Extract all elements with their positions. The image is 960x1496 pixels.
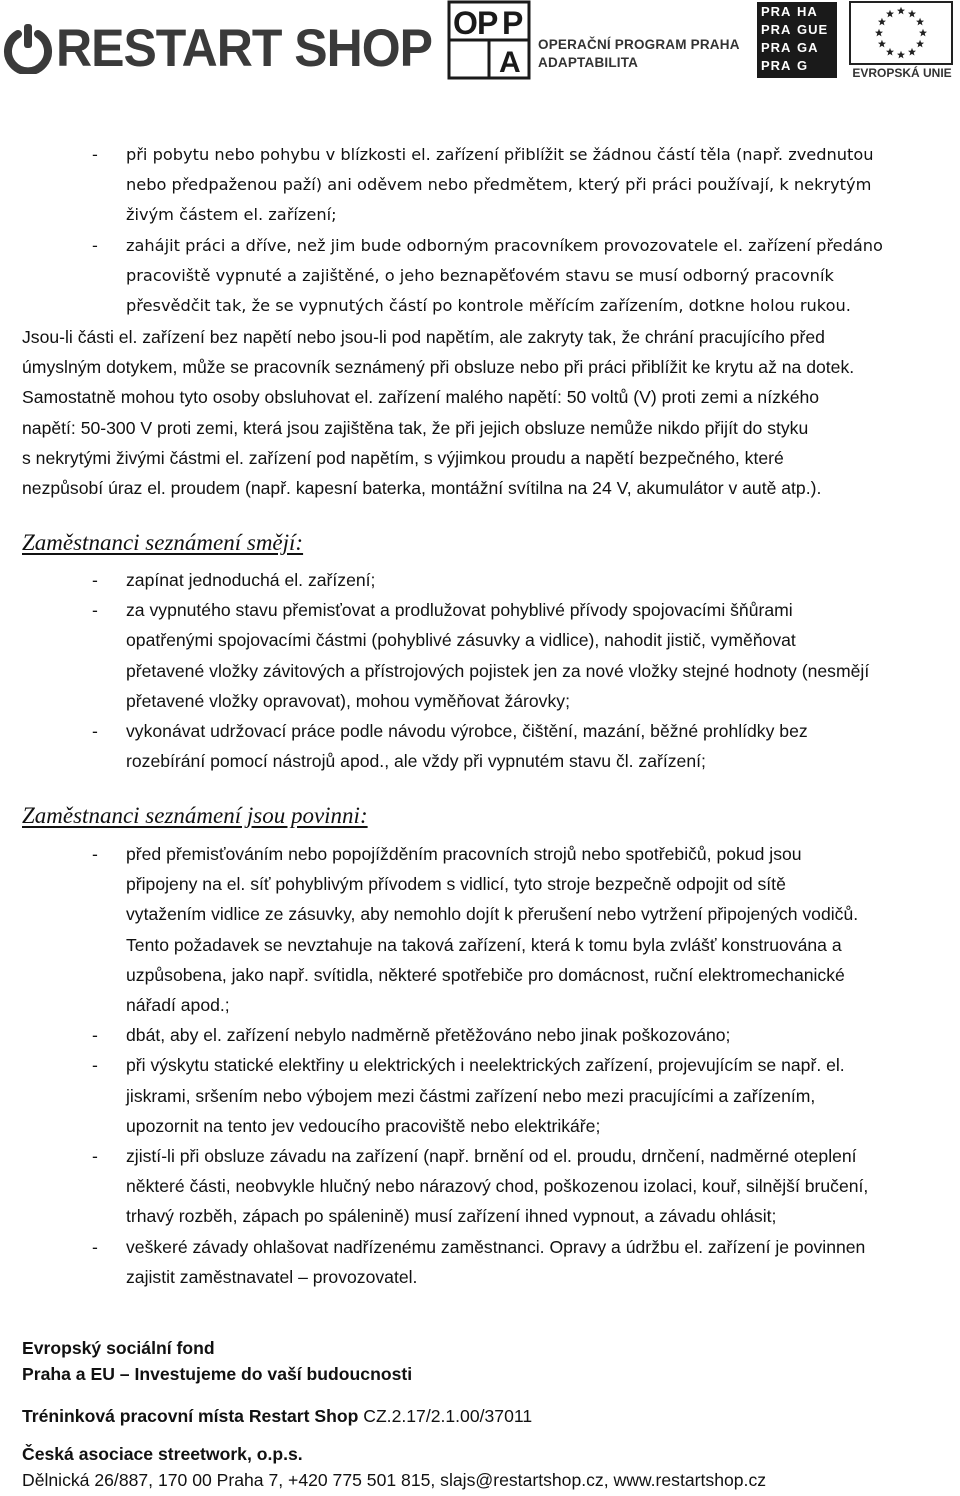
eu-star-icon <box>908 48 916 56</box>
intro-bullet-line: zahájit práci a dříve, než jim bude odborným pracovníkem provozovatele el. zařízení předáno <box>126 235 883 255</box>
intro-bullet-line: při pobytu nebo pohybu v blízkosti el. zařízení přiblížit se žádnou částí těla (např. zvednutou <box>126 145 874 164</box>
permitted-bullet-dash: - <box>92 721 98 741</box>
eu-caption: EVROPSKÁ UNIE <box>852 66 952 80</box>
opp-caption <box>538 36 740 72</box>
intro-bullet-dash: - <box>92 235 98 255</box>
praha-logo-cell: PRA <box>761 40 792 55</box>
section-heading-permitted: Zaměstnanci seznámení smějí: <box>22 530 304 555</box>
eu-star-icon <box>916 40 924 48</box>
eu-star-icon <box>875 29 883 37</box>
eu-star-icon <box>908 10 916 18</box>
paragraph-line: úmyslným dotykem, může se pracovník seznámený při obsluze nebo při práci přiblížit ke krytu až na dotek. <box>22 357 855 378</box>
intro-bullet-dash: - <box>92 145 98 164</box>
eu-star-icon <box>919 29 927 37</box>
power-icon <box>2 22 54 74</box>
praha-logo-cell: GUE <box>797 22 829 37</box>
paragraph-line: s nekrytými živými částmi el. zařízení pod napětím, s výjimkou proudu a napětí bezpečného, které <box>22 447 784 468</box>
permitted-bullet-line: vykonávat udržovací práce podle návodu výrobce, čištění, mazání, běžné prohlídky bez <box>126 721 808 741</box>
praha-logo-cell: GA <box>797 40 819 55</box>
footer-project <box>22 1406 532 1427</box>
eu-star-icon <box>916 18 924 26</box>
restart-shop-logo-text: RESTART SHOP <box>56 18 432 78</box>
page-header <box>0 0 960 86</box>
obliged-bullet-line: jiskrami, sršením nebo výbojem mezi částmi zařízení nebo mezi pracujícími a zařízením, <box>126 1085 816 1106</box>
footer-organization: Česká asociace streetwork, o.p.s. <box>22 1444 303 1464</box>
eu-star-icon <box>886 10 894 18</box>
praha-logo-cell: PRA <box>761 22 792 37</box>
praha-logo-cell: PRA <box>761 4 792 19</box>
obliged-bullet-line: při výskytu statické elektřiny u elektrických i neelektrických zařízení, projevujícím se např. el. <box>126 1055 845 1076</box>
obliged-bullet-line: některé části, neobvykle hlučný nebo nárazový chod, poškozenou izolaci, kouř, silnější bručení, <box>126 1176 869 1197</box>
praha-logo-cell: PRA <box>761 58 792 73</box>
intro-bullet-line: nebo předpaženou paží) ani oděvem nebo předmětem, který při práci používají, k nekrytým <box>126 175 872 195</box>
intro-bullet-line: přesvědčit tak, že se vypnutých částí po kontrole měřícím zařízením, dotkne holou rukou. <box>126 296 851 315</box>
restart-shop-logo <box>2 18 432 78</box>
paragraph-line: napětí: 50-300 V proti zemi, která jsou zajištěna tak, že při jejich obsluze nemůže nikdo přijít do styku <box>22 417 809 438</box>
obliged-bullet-line: nářadí apod.; <box>126 995 230 1015</box>
obliged-bullet-line: dbát, aby el. zařízení nebylo nadměrně přetěžováno nebo jinak poškozováno; <box>126 1025 731 1046</box>
permitted-bullet-line: za vypnutého stavu přemisťovat a prodlužovat pohyblivé přívody spojovacími šňůrami <box>126 600 793 621</box>
paragraph-line: nezpůsobí úraz el. proudem (např. kapesní baterka, montážní svítilna na 24 V, akumulátor v autě atp.). <box>22 478 822 498</box>
obliged-bullet-line: vytažením vidlice ze zásuvky, aby nemohlo dojít k přerušení nebo vytržení připojených vodičů. <box>126 904 859 925</box>
obliged-bullet-line: uzpůsobena, jako např. svítidla, některé spotřebiče pro domácnost, ruční elektromechanické <box>126 964 845 985</box>
opp-letter: P <box>502 5 524 41</box>
opp-letter: A <box>499 46 521 79</box>
footer-project-code: CZ.2.17/2.1.00/37011 <box>358 1406 533 1426</box>
obliged-bullet-line: zjistí-li při obsluze závadu na zařízení (např. brnění od el. proudu, drnčení, nadměrné oteplení <box>126 1146 857 1166</box>
section-heading-obliged: Zaměstnanci seznámení jsou povinni: <box>22 803 368 828</box>
obliged-bullet-dash: - <box>92 1025 98 1046</box>
footer-contact: Dělnická 26/887, 170 00 Praha 7, +420 775 501 815, slajs@restartshop.cz, www.restartshop.cz <box>22 1470 767 1490</box>
eu-star-icon <box>897 7 905 15</box>
permitted-bullet-line: přetavené vložky závitových a přístrojových pojistek jen za nové vložky stejné hodnoty (nesmějí <box>126 660 870 681</box>
permitted-bullet-dash: - <box>92 600 98 621</box>
obliged-bullet-line: trhavý rozběh, zápach po spálenině) musí zařízení ihned vypnout, a závadu ohlásit; <box>126 1206 777 1227</box>
footer-slogan: Praha a EU – Investujeme do vaší budoucnosti <box>22 1364 413 1384</box>
footer-fund: Evropský sociální fond <box>22 1338 215 1358</box>
opp-letter: P <box>477 5 499 41</box>
permitted-bullet-line: zapínat jednoduchá el. zařízení; <box>126 570 376 590</box>
obliged-bullet-dash: - <box>92 1055 98 1076</box>
intro-bullet-line: pracoviště vypnuté a zajištěné, o jeho beznapěťovém stavu se musí odborný pracovník <box>126 265 834 285</box>
praha-logo <box>757 2 837 78</box>
intro-bullet-line: živým částem el. zařízení; <box>126 205 337 225</box>
eu-star-icon <box>878 18 886 26</box>
praha-logo-cell: G <box>797 58 809 73</box>
permitted-bullet-line: přetavené vložky opravovat), mohou vyměňovat žárovky; <box>126 690 570 711</box>
praha-logo-cell: HA <box>797 4 818 19</box>
obliged-bullet-dash: - <box>92 1146 98 1166</box>
obliged-bullet-line: před přemisťováním nebo popojížděním pracovních strojů nebo spotřebičů, pokud jsou <box>126 844 802 864</box>
obliged-bullet-line: zajistit zaměstnavatel – provozovatel. <box>126 1266 418 1287</box>
permitted-bullet-line: rozebírání pomocí nástrojů apod., ale vždy při vypnutém stavu čl. zařízení; <box>126 751 706 772</box>
opp-logo <box>447 0 531 80</box>
opp-letter: O <box>453 5 478 41</box>
opp-caption-line-1: OPERAČNÍ PROGRAM PRAHA <box>538 37 740 52</box>
obliged-bullet-line: upozornit na tento jev vedoucího pracoviště nebo elektrikáře; <box>126 1115 601 1136</box>
eu-star-icon <box>886 48 894 56</box>
obliged-bullet-dash: - <box>92 844 98 864</box>
paragraph-line: Jsou-li části el. zařízení bez napětí nebo jsou-li pod napětím, ale zakryty tak, že chrání pracujícího před <box>22 327 825 347</box>
opp-caption-line-2: ADAPTABILITA <box>538 55 639 70</box>
obliged-bullet-line: Tento požadavek se nevztahuje na taková zařízení, která k tomu byla zvlášť konstruována a <box>126 934 842 955</box>
permitted-bullet-line: opatřenými spojovacími částmi (pohyblivé zásuvky a vidlice), nahodit jistič, vyměňovat <box>126 630 796 651</box>
eu-star-icon <box>897 51 905 59</box>
eu-star-icon <box>878 40 886 48</box>
obliged-bullet-dash: - <box>92 1236 98 1257</box>
footer-project-name: Tréninková pracovní místa Restart Shop <box>22 1406 359 1426</box>
permitted-bullet-dash: - <box>92 570 98 590</box>
obliged-bullet-line: veškeré závady ohlašovat nadřízenému zaměstnanci. Opravy a údržbu el. zařízení je povinnen <box>126 1236 866 1257</box>
obliged-bullet-line: připojeny na el. síť pohyblivým přívodem s vidlicí, tyto stroje bezpečně odpojit od sítě <box>126 874 786 895</box>
paragraph-line: Samostatně mohou tyto osoby obsluhovat el. zařízení malého napětí: 50 voltů (V) proti zemi a nízkého <box>22 387 820 408</box>
